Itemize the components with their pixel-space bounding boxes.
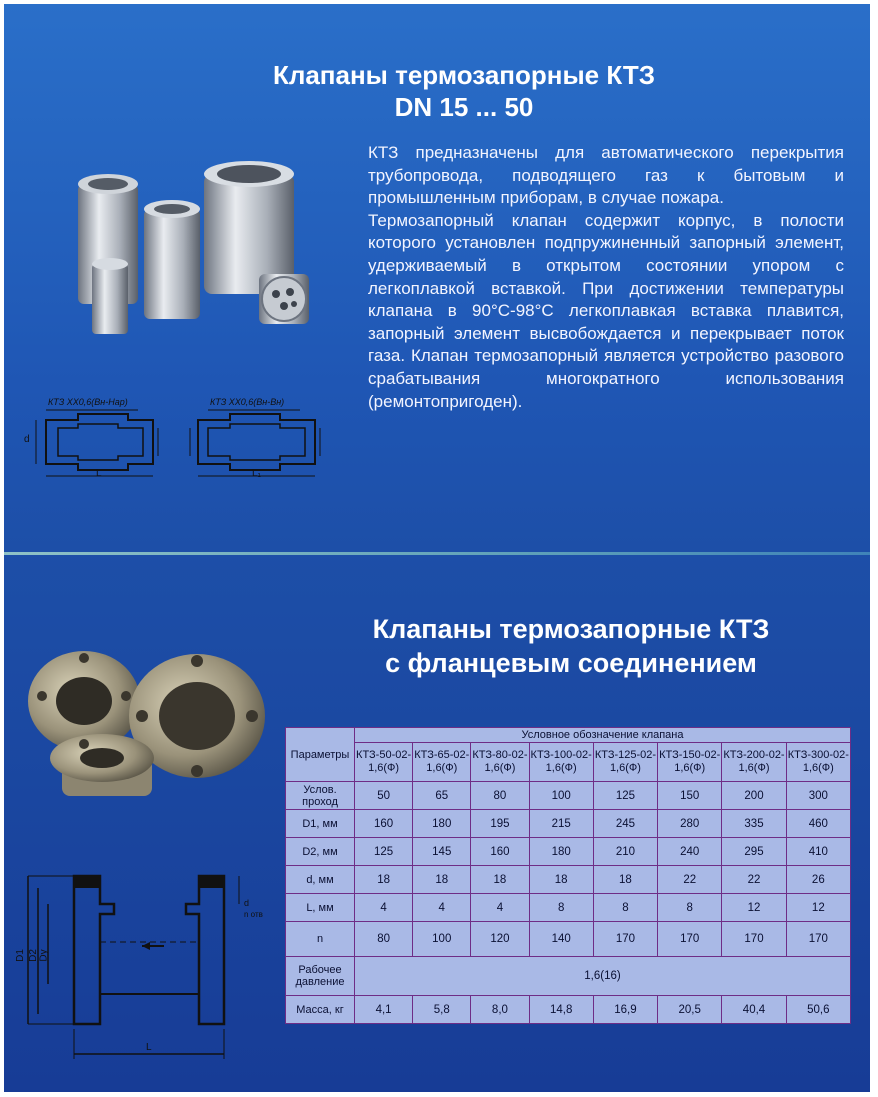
flanged-valve-drawing [14,864,272,1074]
table-cell: 170 [786,922,850,957]
dim-l-label: L [146,1042,152,1053]
table-cell: 22 [722,866,786,894]
table-cell: 125 [593,782,657,810]
param-header-cell: Параметры [286,728,355,782]
valve-parameters-table [285,727,851,1024]
table-cell: 4 [413,894,471,922]
table-row [286,922,851,957]
table-cell: 50 [355,782,413,810]
pressure-row [286,957,851,996]
description-paragraph-1: КТЗ предназначены для автоматического перекрытия трубопровода, подводящего газ к бытовым и промышленным приборам, в случае пожара. [368,143,844,208]
model-code-cell: КТЗ-125-02-1,6(Ф) [593,743,657,782]
table-cell: 180 [529,838,593,866]
table-cell: 8,0 [471,996,529,1024]
table-cell: 150 [658,782,722,810]
table-row [286,894,851,922]
table-cell: 80 [355,922,413,957]
drawing1-label: КТЗ ХХ0,6(Вн-Нар) [48,397,128,407]
model-code-cell: КТЗ-100-02-1,6(Ф) [529,743,593,782]
table-row [286,838,851,866]
table-cell: 210 [593,838,657,866]
table-header-row [286,728,851,743]
model-code-cell: КТЗ-50-02-1,6(Ф) [355,743,413,782]
table-cell: 120 [471,922,529,957]
model-code-cell: КТЗ-65-02-1,6(Ф) [413,743,471,782]
table-cell: 26 [786,866,850,894]
model-code-cell: КТЗ-80-02-1,6(Ф) [471,743,529,782]
table-cell: 170 [658,922,722,957]
table-cell: 18 [471,866,529,894]
row-label-cell: n [286,922,355,957]
table-cell: 50,6 [786,996,850,1024]
row-label-cell: L, мм [286,894,355,922]
table-cell: 8 [529,894,593,922]
section1-title-line2: DN 15 ... 50 [394,92,534,122]
table-cell: 125 [355,838,413,866]
table-cell: 8 [593,894,657,922]
row-label-cell: Услов. проход [286,782,355,810]
table-cell: 410 [786,838,850,866]
description-paragraph-2: Термозапорный клапан содержит корпус, в полости которого установлен подпружиненный запорный элемент, удерживаемый в открытом состоянии упором с легкоплавкой вставкой. При достижении температуры клапана в 90°С-98°С легкоплавкая вставка плавится, запорный элемент высвобождается и перекрывает поток газа. Клапан термозапорный является устройство разового срабатывания многократного использования (ремонтопригоден). [368,210,844,411]
table-cell: 14,8 [529,996,593,1024]
table-cell: 145 [413,838,471,866]
table-cell: 12 [722,894,786,922]
table-cell: 180 [413,810,471,838]
table-cell: 18 [413,866,471,894]
table-cell: 100 [413,922,471,957]
table-cell: 215 [529,810,593,838]
table-cell: 240 [658,838,722,866]
dim-d1-label: D1 [14,949,26,962]
table-cell: 22 [658,866,722,894]
model-codes-row [286,743,851,782]
section2-title-line2: с фланцевым соединением [385,648,757,678]
table-cell: 12 [786,894,850,922]
row-label-cell: d, мм [286,866,355,894]
row-label-cell: Масса, кг [286,996,355,1024]
section2-title-line1: Клапаны термозапорные КТЗ [372,614,770,644]
table-cell: 16,9 [593,996,657,1024]
table-cell: 160 [471,838,529,866]
section1-description [368,142,844,413]
dim-L-label: L [96,468,102,479]
section-divider [4,552,870,555]
table-cell: 18 [529,866,593,894]
group-header-cell: Условное обозначение клапана [355,728,851,743]
row-label-cell: D1, мм [286,810,355,838]
dim-d-label: d [24,434,30,445]
row-label-cell: Рабочее давление [286,957,355,996]
table-cell: 80 [471,782,529,810]
table-row [286,782,851,810]
model-code-cell: КТЗ-150-02-1,6(Ф) [658,743,722,782]
table-cell: 335 [722,810,786,838]
table-cell: 460 [786,810,850,838]
threaded-valves-photo [64,154,334,344]
row-label-cell: D2, мм [286,838,355,866]
model-code-cell: КТЗ-200-02-1,6(Ф) [722,743,786,782]
table-row [286,810,851,838]
table-cell: 8 [658,894,722,922]
table-cell: 295 [722,838,786,866]
table-cell: 18 [593,866,657,894]
dim-holes-n-label: n отв [244,910,263,919]
table-cell: 140 [529,922,593,957]
brochure-page [4,4,870,1092]
table-cell: 20,5 [658,996,722,1024]
table-cell: 280 [658,810,722,838]
table-cell: 100 [529,782,593,810]
section2-title [326,612,816,680]
table-cell: 5,8 [413,996,471,1024]
table-cell: 160 [355,810,413,838]
pressure-value-cell: 1,6(16) [355,957,851,996]
dim-dy-label: Dy [38,949,50,962]
drawing2-label: КТЗ ХХ0,6(Вн-Вн) [210,397,285,407]
table-cell: 170 [593,922,657,957]
table-cell: 200 [722,782,786,810]
table-cell: 4 [355,894,413,922]
dim-hole-d-label: d [244,898,250,908]
table-cell: 4,1 [355,996,413,1024]
table-cell: 18 [355,866,413,894]
mass-row [286,996,851,1024]
section1-title-line1: Клапаны термозапорные КТЗ [272,60,656,90]
dim-L1-label: L₁ [252,468,261,479]
threaded-valve-drawing-1 [18,396,178,486]
table-cell: 245 [593,810,657,838]
table-cell: 40,4 [722,996,786,1024]
flanged-valves-photo [22,646,270,826]
table-cell: 300 [786,782,850,810]
table-row [286,866,851,894]
dim-d2-label: D2 [27,949,39,962]
table-cell: 65 [413,782,471,810]
table-cell: 4 [471,894,529,922]
table-cell: 195 [471,810,529,838]
model-code-cell: КТЗ-300-02-1,6(Ф) [786,743,850,782]
threaded-valve-drawing-2 [180,396,340,486]
table-cell: 170 [722,922,786,957]
section1-title [184,59,744,123]
